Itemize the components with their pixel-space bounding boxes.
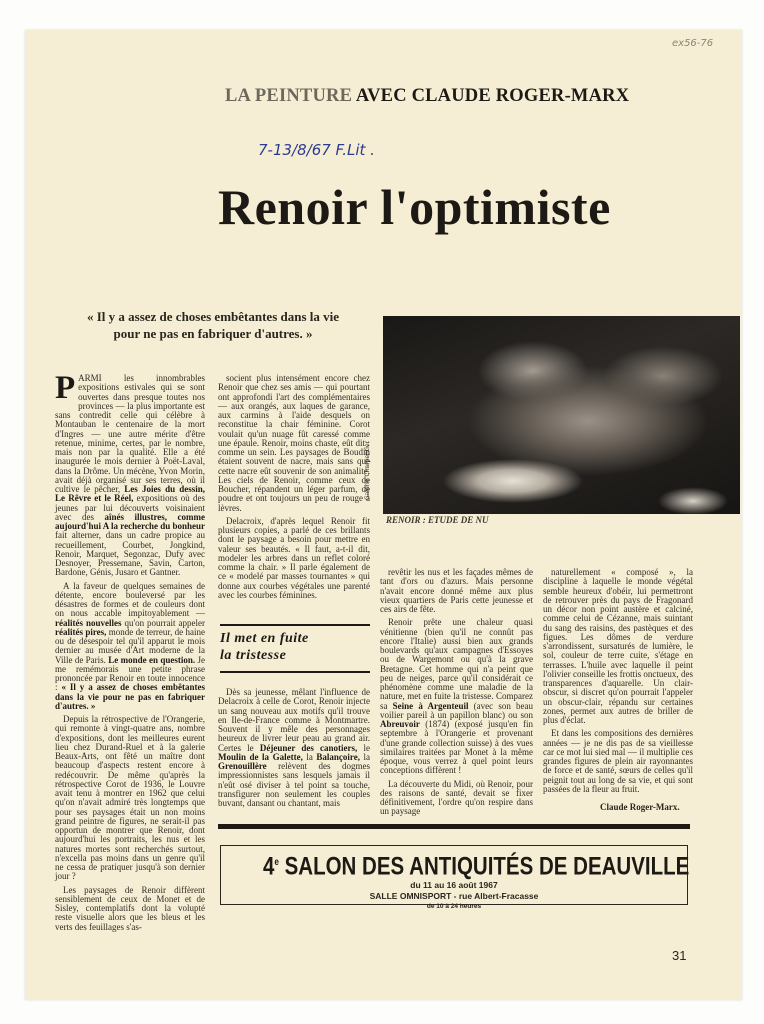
emphasis-text: aînés illustres, comme aujourd'hui A la recherche du bonheur <box>55 511 205 531</box>
body-text: (1874) (exposé jusqu'en fin septembre à l'Orangerie et provenant d'une grande collection suisse) à des vues similaires traitées par Monet à la même époque, vous verrez à quel point leurs conceptions diffèrent ! <box>380 719 533 776</box>
article-column-4 <box>543 568 693 798</box>
body-text: Les paysages de Renoir diffèrent sensiblement de ceux de Monet et de Sisley, contemplatifs dont la volupté reste visuelle alors que les bleus et les verts des feuillages s'as- <box>55 884 205 932</box>
paragraph <box>543 729 693 794</box>
paragraph <box>218 374 370 513</box>
subheading-line: la tristesse <box>220 648 287 663</box>
handwritten-date: 7-13/8/67 F.Lit . <box>258 141 375 159</box>
body-text: naturellement « composé », la discipline à laquelle le monde végétal semble heureux d'obéir, lui permettront de retrouver près du pays de Fragonard un décor non point austère et calciné, comme celui de Cézanne, mais suintant du sang des raisins, des pastèques et des figues. Les dômes de verdure s'arrondissent, sursaturés de lumière, le sol, couleur de terre cuite, s'étage en terrasses. L'huile avec laquelle il peint l'olivier conseille les frottis onctueux, des transparences d'aquarelle. Un clair-obscur, si discret qu'on pourrait l'appeler un obscur-clair, répandu sur certaines zones, permet aux autres de briller de plus d'éclat. <box>543 567 693 725</box>
article-column-2-top <box>218 374 370 604</box>
subheading-line: Il met en fuite <box>220 631 309 646</box>
body-text: la <box>302 751 317 762</box>
paragraph <box>55 715 205 882</box>
paragraph <box>55 886 205 932</box>
body-text: socient plus intensément encore chez Renoir que chez ses amis — qui pourtant ont approfondi l'art des complémentaires — aux orangés, aux laques de garance, aux carmins à l'aide desquels on reconstitue la chair féminine. Corot voulait qu'un nuage fût caressé comme une épaule. Renoir, moins chaste, eût dit : comme un sein. Les paysages de Boudin étaient souvent de nacre, mais sans que cette nacre eût souvenir de son animalité. Les ciels de Renoir, comme ceux de Boucher, répandent un léger parfum, de poudre et ont toujours un peu de rouge à lèvres. <box>218 373 370 513</box>
body-text: relèvent des dogmes impressionnistes sans lesquels jamais il n'eût osé diviser à tel point sa touche, transfigurer non seulement les couples buvant, dansant ou chantant, mais <box>218 761 370 808</box>
ad-number: 4 <box>262 852 275 881</box>
body-text: Renoir prête une chaleur quasi vénitienne (bien qu'il ne connût pas encore l'Italie) aussi bien aux grands boulevards qu'aux campagnes d'Essoyes ou de Wargemont ou qu'à la grave Bretagne. Cet homme qui n'a peint que peu de neiges, parce qu'il considérait ce phénomène comme une maladie de la nature, met en fuite la tristesse. Comparez sa <box>380 617 533 711</box>
body-text: revêtir les nus et les façades mêmes de tant d'ors ou d'azurs. Mais personne n'avait encore donné même aux plus vieux quartiers de Paris cette jeunesse et ces airs de fête. <box>380 567 533 614</box>
emphasis-text: Moulin de la Galette, <box>218 751 303 762</box>
photo-caption: RENOIR : ETUDE DE NU <box>386 515 489 525</box>
ad-dates: du 11 au 16 août 1967 <box>410 880 498 891</box>
emphasis-text: réalités nouvelles <box>55 617 122 628</box>
page-number: 31 <box>672 948 687 963</box>
rubric-black: AVEC CLAUDE ROGER-MARX <box>355 86 630 106</box>
body-text: La découverte du Midi, où Renoir, pour des raisons de santé, devait se fixer définitivement, l'ordre qu'on respire dans un paysage <box>380 778 533 817</box>
emphasis-text: Le monde en question. <box>108 654 196 665</box>
ad-title-text: SALON DES ANTIQUITÉS DE DEAUVILLE <box>284 852 690 881</box>
pull-quote: « Il y a assez de choses embêtantes dans la vie pour ne pas en fabriquer d'autres. » <box>86 309 340 341</box>
painting-photo <box>383 316 740 514</box>
section-rubric <box>225 86 629 107</box>
body-text: Depuis la rétrospective de l'Orangerie, qui remonte à vingt-quatre ans, nombre d'expositions, dont les meilleures eurent lieu chez Durand-Ruel et à la galerie Beaux-Arts, ont fêté un maître dont beaucoup d'aspects restent encore à redécouvrir. De même qu'après la rétrospective Corot de 1936, le Louvre avait tenu à montrer en 1962 que celui qu'on n'avait admiré très longtemps que pour ses paysages était un non moins grand peintre de figures, ne serait-il pas opportun de montrer que Renoir, dont aujourd'hui les portraits, les nus et les natures mortes sont recherchés surtout, n'excella pas moins dans un genre qu'il ne cessa de pratiquer jusqu'à son dernier jour ? <box>55 714 205 882</box>
emphasis-text: réalités pires, <box>55 626 107 637</box>
ad-title <box>262 849 690 881</box>
body-text: Dès sa jeunesse, mêlant l'influence de Delacroix à celle de Corot, Renoir injecte un sang nouveau aux motifs qu'il trouve en Ile-de-France comme à Montmartre. Souvent il y mêle des personnages heureux de livrer leur peau au grand air. Certes le <box>218 687 370 753</box>
pencil-reference: ex56-76 <box>672 38 714 49</box>
paragraph <box>218 688 370 808</box>
paragraph <box>543 568 693 725</box>
ad-hours: de 10 à 24 heures <box>426 903 482 911</box>
ad-superscript: e <box>274 857 279 868</box>
body-text: qu'on pourrait appeler <box>121 617 205 628</box>
body-text: la <box>359 751 371 762</box>
article-column-2-bottom <box>218 688 370 812</box>
drop-cap: P <box>55 370 76 406</box>
ad-place: SALLE OMNISPORT - rue Albert-Fracasse <box>369 891 539 902</box>
emphasis-text: Seine à Argenteuil <box>392 700 469 711</box>
subheading <box>220 630 309 664</box>
article-column-1 <box>55 370 206 936</box>
photo-credit: Galerie Charpentier <box>364 440 371 500</box>
body-text: Je me remémorais une petite phrase prononcée par Renoir en toute innocence : <box>55 654 206 693</box>
emphasis-text: Balançoire, <box>316 751 360 762</box>
body-text: le <box>357 742 370 753</box>
paragraph <box>380 618 533 775</box>
emphasis-text: Déjeuner des canotiers, <box>259 742 358 753</box>
body-text: (avec son beau voilier pareil à un papillon blanc) ou son <box>380 700 533 720</box>
body-text: expositions où des jeunes par lui découverts voisinaient avec des <box>55 493 205 522</box>
paragraph <box>380 780 533 817</box>
advertisement-box <box>220 845 690 911</box>
body-text: ARMI les innombrables expositions estivales qui se sont ouvertes dans presque toutes nos provinces — la plus importante est sans contredit celle qui célèbre à Montauban le centenaire de la mort d'Ingres — une autre mérite d'être retenue, minime, certes, par le nombre, mais non par la qualité. Elle a été inaugurée le mois dernier à Poët-Laval, dans la Drôme. Un mécène, Yvon Morin, avait déjà organisé sur ses terres, où il cultive le pêcher, <box>55 373 205 494</box>
divider <box>220 671 370 673</box>
body-text: Et dans les compositions des dernières années — je ne dis pas de sa vieillesse car ce mot lui sied mal — il multiplie ces grandes figures de plein air rayonnantes de force et de santé, sœurs de celles qu'il peignit tout au long de sa vie, et qui sont passées de la fleur au fruit. <box>543 728 693 794</box>
emphasis-text: Les Joies du dessin, Le Rêvre et le Réel, <box>55 484 205 504</box>
paragraph <box>218 517 370 600</box>
paragraph <box>55 370 205 578</box>
paragraph <box>55 582 205 712</box>
body-text: monde de terreur, de haine ou de désespoir tel qu'il apparut le mois dernier au musée d'Art moderne de la Ville de Paris. <box>55 626 205 665</box>
emphasis-text: Abreuvoir <box>380 719 420 729</box>
author-signature: Claude Roger-Marx. <box>600 802 680 812</box>
article-column-3 <box>380 568 533 821</box>
emphasis-text: « Il y a assez de choses embêtantes dans la vie pour ne pas en fabriquer d'autres. » <box>55 682 205 711</box>
body-text: fait alterner, dans un cadre propice au recueillement, Courbet, Jongkind, Renoir, Marquet, Segonzac, Dufy avec Desnoyer, Pressemane, Savin, Carton, Bardone, Génis, Jusaro et Gantner. <box>55 530 205 578</box>
rubric-grey: LA PEINTURE <box>225 86 353 106</box>
body-text: Delacroix, d'après lequel Renoir fit plusieurs copies, a parlé de ces brillants dont le paysage a besoin pour mettre en valeur ses beautés. « Il faut, a-t-il dit, modeler les arbres dans un reflet coloré comme la chair. » Il parle également de ce « modelé par masses tournantes » qui donne aux courbes végétales une parenté avec les courbes féminines. <box>218 515 370 600</box>
paragraph <box>380 568 533 614</box>
body-text: A la faveur de quelques semaines de détente, encore bouleversé par les désastres de formes et de couleurs dont on nous accable impitoyablement — <box>55 580 205 619</box>
divider <box>220 624 370 626</box>
emphasis-text: Grenouillère <box>218 761 267 771</box>
thick-divider <box>218 824 690 829</box>
article-title: Renoir l'optimiste <box>218 179 611 235</box>
